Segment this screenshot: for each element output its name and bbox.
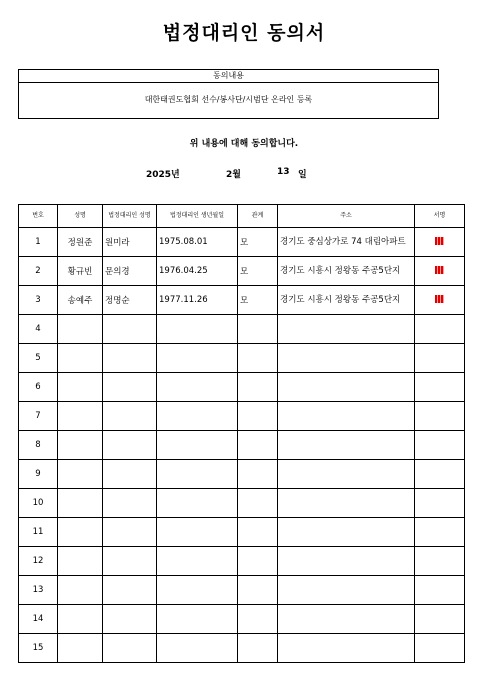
table-row: [19, 605, 465, 634]
row-signature: [415, 286, 465, 315]
row-name: [58, 518, 103, 547]
row-number: 3: [19, 286, 58, 315]
row-guardian-name: [103, 518, 157, 547]
row-guardian-name: [103, 402, 157, 431]
row-signature: [415, 402, 465, 431]
row-name: [58, 431, 103, 460]
row-number: 11: [19, 518, 58, 547]
table-row: [19, 634, 465, 663]
row-guardian-birth: [157, 373, 238, 402]
table-row: [19, 402, 465, 431]
header-guardian-birth: 법정대리인 생년월일: [157, 205, 238, 228]
row-name: [58, 460, 103, 489]
row-address: [278, 489, 415, 518]
row-guardian-name: [103, 605, 157, 634]
row-guardian-name: 정명순: [103, 286, 157, 315]
row-name: 황규빈: [58, 257, 103, 286]
row-relation: [238, 547, 278, 576]
row-signature: [415, 344, 465, 373]
row-guardian-birth: [157, 431, 238, 460]
row-relation: [238, 634, 278, 663]
row-address: [278, 547, 415, 576]
row-signature: [415, 576, 465, 605]
row-name: [58, 489, 103, 518]
date-day-unit: 일: [298, 170, 307, 180]
row-address: [278, 518, 415, 547]
consent-box: [18, 69, 439, 119]
row-name: [58, 315, 103, 344]
signature-seal-stamp: [435, 295, 444, 303]
header-no: 번호: [19, 205, 58, 228]
row-number: 10: [19, 489, 58, 518]
row-address: 경기도 시흥시 정왕동 주공5단지: [278, 257, 415, 286]
row-guardian-birth: [157, 576, 238, 605]
table-row: [19, 257, 465, 286]
document-title: 법정대리인 동의서: [162, 22, 326, 44]
row-signature: [415, 605, 465, 634]
header-name: 성명: [58, 205, 103, 228]
row-relation: [238, 605, 278, 634]
row-name: 송예주: [58, 286, 103, 315]
row-address: 경기도 중심상가로 74 대림아파트: [278, 228, 415, 257]
row-guardian-name: [103, 576, 157, 605]
row-guardian-birth: [157, 634, 238, 663]
date-month: 2월: [226, 170, 241, 180]
signature-seal-stamp: [435, 237, 444, 245]
row-relation: [238, 373, 278, 402]
table-row: [19, 373, 465, 402]
row-guardian-name: [103, 634, 157, 663]
row-name: [58, 373, 103, 402]
row-guardian-birth: [157, 460, 238, 489]
date-day: 13: [277, 167, 290, 177]
row-address: [278, 315, 415, 344]
row-signature: [415, 489, 465, 518]
row-guardian-name: [103, 547, 157, 576]
row-relation: [238, 518, 278, 547]
row-relation: 모: [238, 286, 278, 315]
row-address: [278, 402, 415, 431]
row-signature: [415, 460, 465, 489]
row-guardian-name: [103, 344, 157, 373]
row-name: [58, 344, 103, 373]
row-guardian-birth: [157, 315, 238, 344]
row-relation: 모: [238, 228, 278, 257]
row-guardian-name: 원미라: [103, 228, 157, 257]
row-name: 정원준: [58, 228, 103, 257]
row-address: [278, 576, 415, 605]
row-signature: [415, 518, 465, 547]
consent-heading: 동의내용: [19, 70, 438, 83]
row-address: 경기도 시흥시 정왕동 주공5단지: [278, 286, 415, 315]
row-name: [58, 547, 103, 576]
row-relation: [238, 315, 278, 344]
row-guardian-birth: 1976.04.25: [157, 257, 238, 286]
row-relation: 모: [238, 257, 278, 286]
row-signature: [415, 228, 465, 257]
table-row: [19, 431, 465, 460]
row-guardian-birth: [157, 402, 238, 431]
row-address: [278, 344, 415, 373]
table-row: [19, 576, 465, 605]
row-relation: [238, 344, 278, 373]
row-signature: [415, 634, 465, 663]
row-address: [278, 373, 415, 402]
row-signature: [415, 431, 465, 460]
row-name: [58, 634, 103, 663]
row-guardian-name: [103, 373, 157, 402]
row-number: 5: [19, 344, 58, 373]
row-number: 13: [19, 576, 58, 605]
agreement-statement: 위 내용에 대해 동의합니다.: [189, 139, 299, 149]
row-signature: [415, 373, 465, 402]
row-number: 15: [19, 634, 58, 663]
consent-text: 대한태권도협회 선수/봉사단/시범단 온라인 등록: [144, 95, 313, 104]
row-guardian-name: 문의경: [103, 257, 157, 286]
row-number: 2: [19, 257, 58, 286]
row-guardian-birth: [157, 344, 238, 373]
table-row: [19, 489, 465, 518]
row-relation: [238, 489, 278, 518]
table-row: [19, 228, 465, 257]
header-signature: 서명: [415, 205, 465, 228]
row-guardian-birth: [157, 605, 238, 634]
header-guardian-name: 법정대리인 성명: [103, 205, 157, 228]
table-row: [19, 518, 465, 547]
date-year: 2025년: [146, 170, 180, 180]
row-signature: [415, 257, 465, 286]
row-guardian-name: [103, 489, 157, 518]
row-number: 12: [19, 547, 58, 576]
signature-table: [18, 204, 465, 663]
row-relation: [238, 431, 278, 460]
row-guardian-name: [103, 315, 157, 344]
row-number: 9: [19, 460, 58, 489]
row-address: [278, 460, 415, 489]
row-guardian-name: [103, 431, 157, 460]
row-number: 7: [19, 402, 58, 431]
header-address: 주소: [278, 205, 415, 228]
row-signature: [415, 315, 465, 344]
row-guardian-name: [103, 460, 157, 489]
row-name: [58, 605, 103, 634]
row-address: [278, 634, 415, 663]
row-guardian-birth: [157, 547, 238, 576]
row-guardian-birth: 1977.11.26: [157, 286, 238, 315]
table-row: [19, 547, 465, 576]
row-number: 8: [19, 431, 58, 460]
table-row: [19, 344, 465, 373]
row-number: 6: [19, 373, 58, 402]
row-number: 14: [19, 605, 58, 634]
row-guardian-birth: 1975.08.01: [157, 228, 238, 257]
row-number: 4: [19, 315, 58, 344]
row-number: 1: [19, 228, 58, 257]
row-relation: [238, 402, 278, 431]
table-row: [19, 460, 465, 489]
header-relation: 관계: [238, 205, 278, 228]
row-guardian-birth: [157, 518, 238, 547]
table-row: [19, 315, 465, 344]
table-row: [19, 286, 465, 315]
row-relation: [238, 576, 278, 605]
row-name: [58, 402, 103, 431]
table-header-row: [19, 205, 465, 228]
row-address: [278, 431, 415, 460]
signature-seal-stamp: [435, 266, 444, 274]
row-address: [278, 605, 415, 634]
row-relation: [238, 460, 278, 489]
row-guardian-birth: [157, 489, 238, 518]
row-signature: [415, 547, 465, 576]
row-name: [58, 576, 103, 605]
